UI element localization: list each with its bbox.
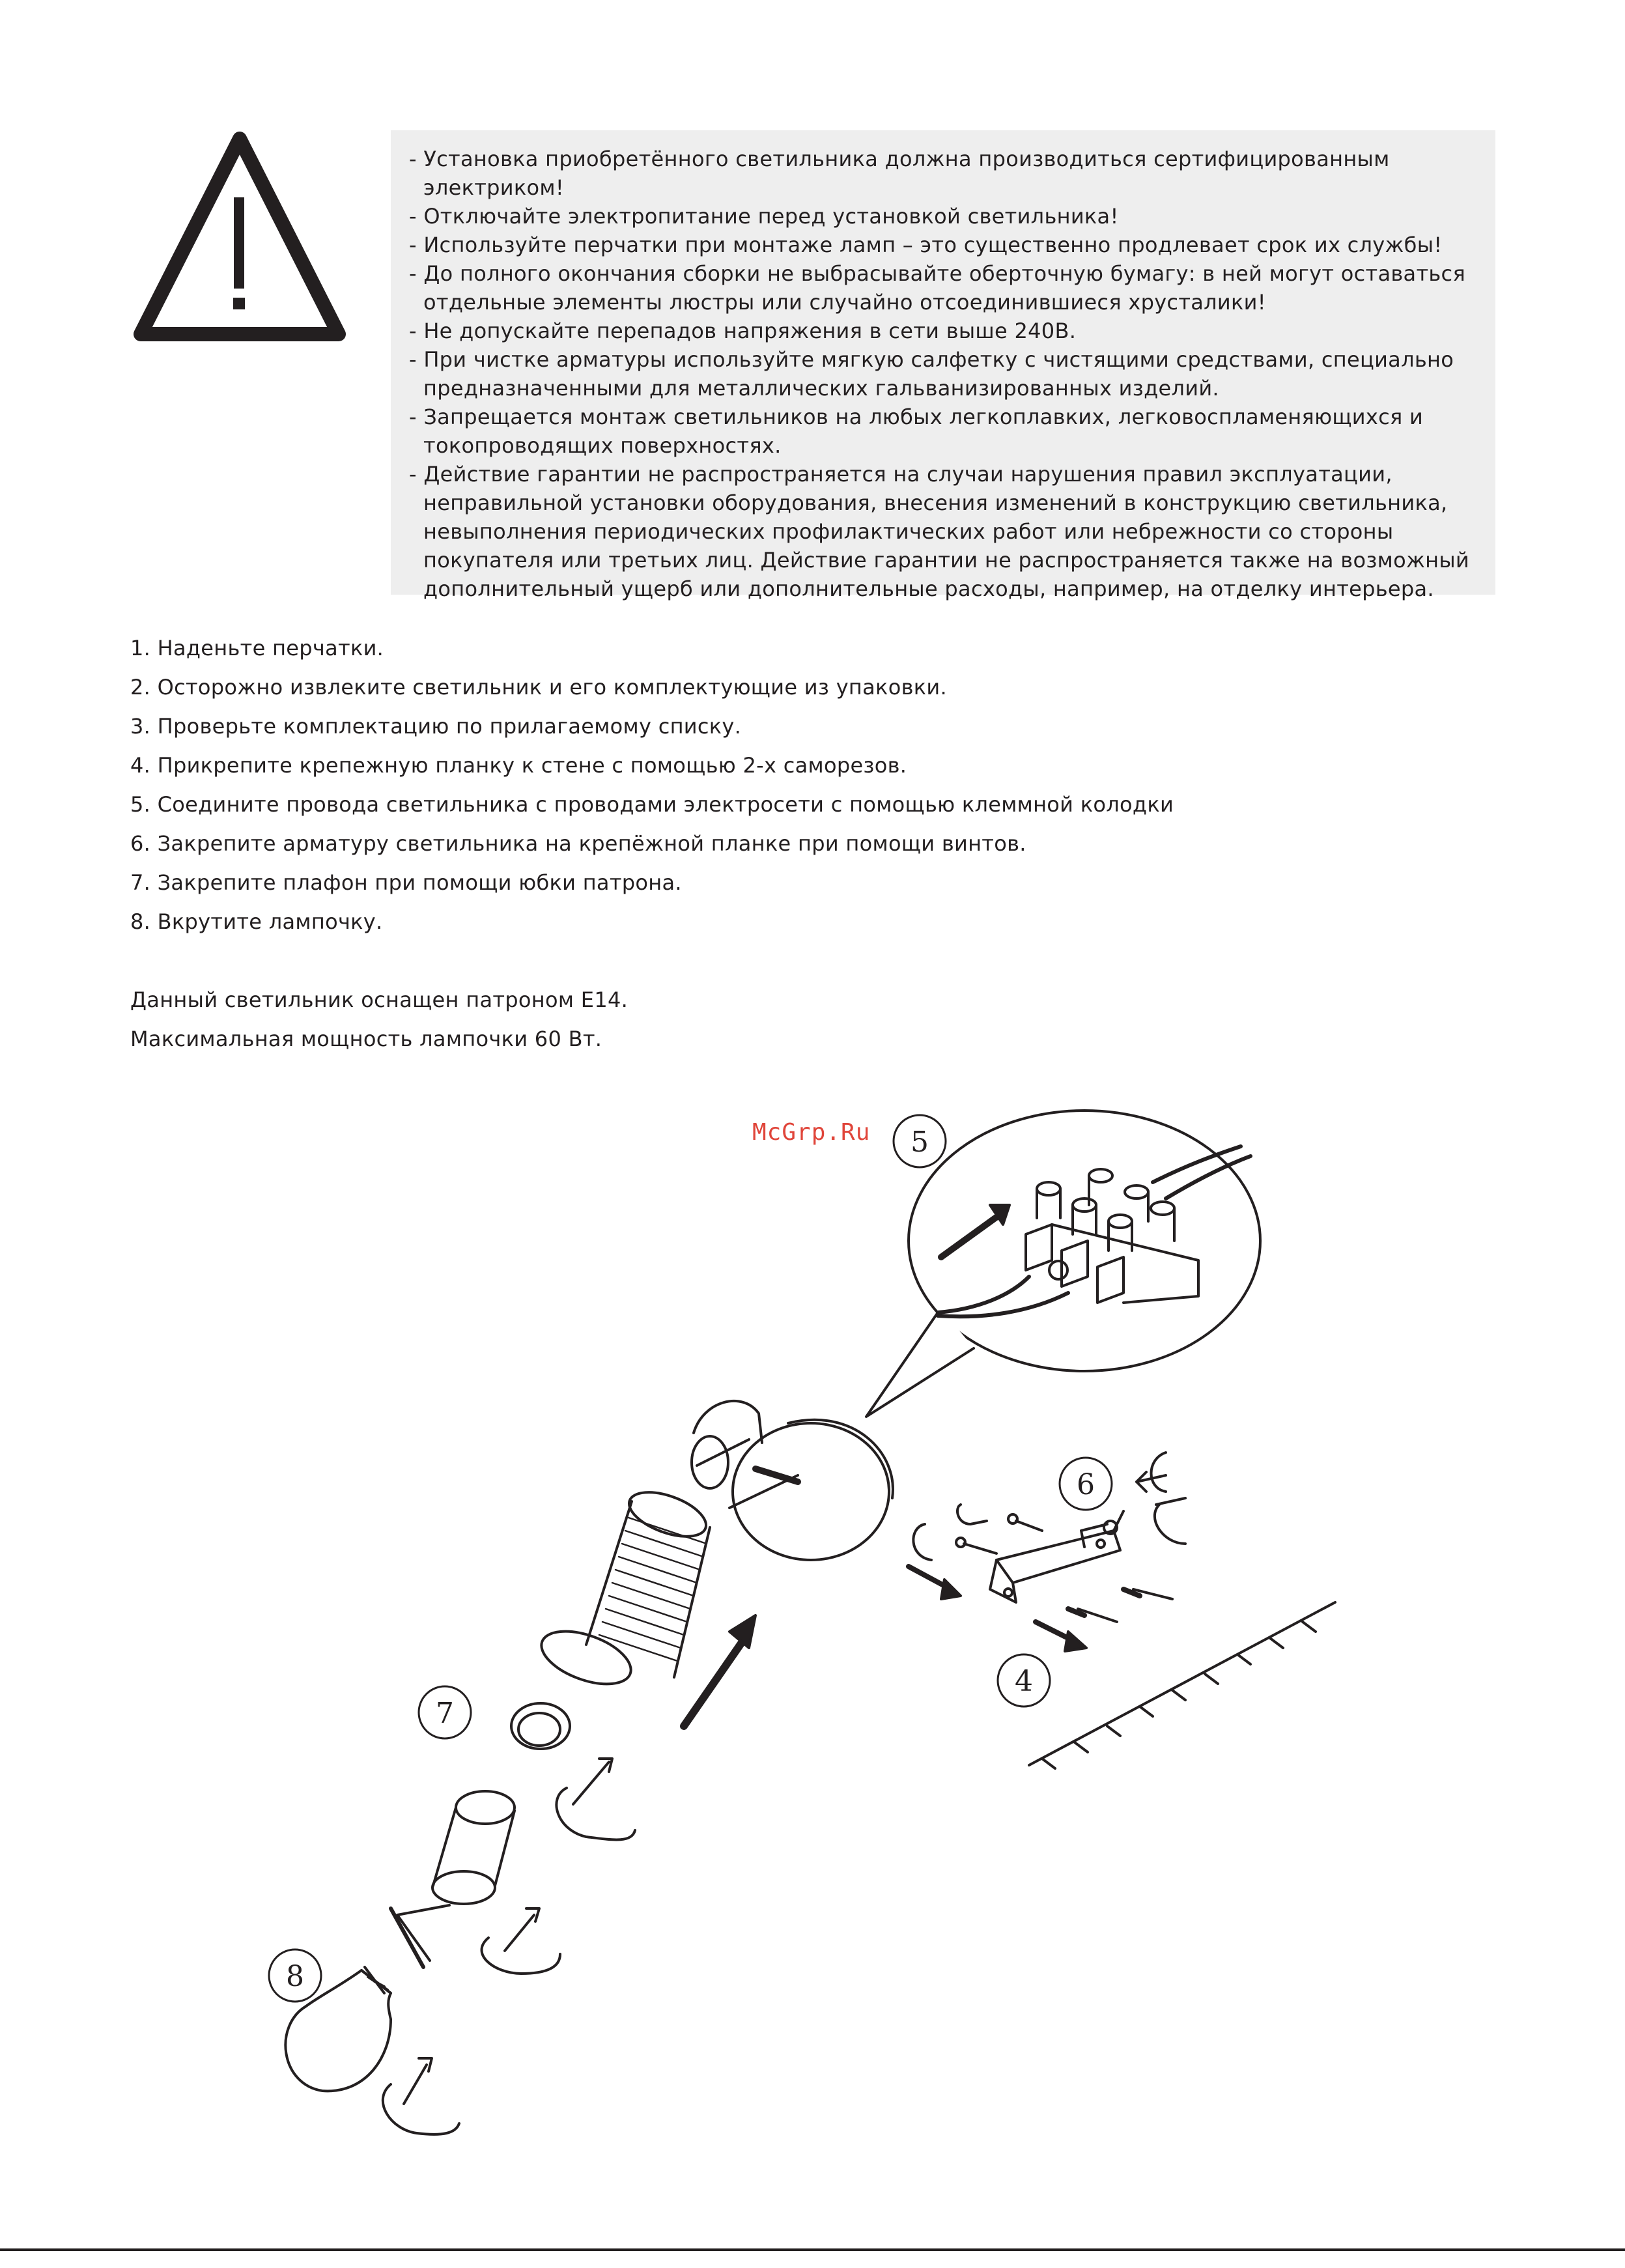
step-item: 6. Закрепите арматуру светильника на крепёжной планке при помощи винтов. [130,831,1026,856]
warning-item: - Не допускайте перепадов напряжения в сети выше 240В. [409,319,1077,343]
warning-item: - Запрещается монтаж светильников на любых легкоплавких, легковоспламеняющихся и токопроводящих поверхностях. [409,404,1424,458]
warning-list [409,145,1477,603]
lamp-socket [391,1791,560,1974]
step-item: 4. Прикрепите крепежную планку к стене с помощью 2-х саморезов. [130,753,907,778]
warning-item: - Используйте перчатки при монтаже ламп – это существенно продлевает срок их службы! [409,233,1443,257]
wall-hatch [1029,1602,1335,1768]
warning-item: - Действие гарантии не распространяется на случаи нарушения правил эксплуатации, неправильной установки оборудования, внесения изменений в конструкцию светильника, невыполнения периодических профилактических работ или небрежности со стороны покупателя или третьих лиц. Действие гарантии не распространяется также на возможный дополнительный ущерб или дополнительные расходы, например, на отделку интерьера. [409,462,1469,601]
warning-item: - Установка приобретённого светильника должна производиться сертифицированным электриком! [409,147,1390,200]
warning-triangle-icon [129,127,350,352]
bottom-rule [0,2248,1625,2251]
assembly-diagram [247,1101,1381,2156]
power-info: Максимальная мощность лампочки 60 Вт. [130,1027,602,1051]
callout-5-label: 5 [911,1126,929,1159]
step-item: 1. Наденьте перчатки. [130,636,384,660]
warning-item: - Отключайте электропитание перед установкой светильника! [409,204,1119,229]
lamp-canopy [692,1401,893,1560]
step-item: 5. Соедините провода светильника с проводами электросети с помощью клеммной колодки [130,792,1174,817]
terminal-block-icon [1026,1169,1198,1303]
step-item: 3. Проверьте комплектацию по прилагаемому списку. [130,714,742,739]
installation-steps [130,629,1368,941]
warning-item: - При чистке арматуры используйте мягкую салфетку с чистящими средствами, специально предназначенными для металлических гальванизированных изделий. [409,347,1454,401]
warning-box [391,130,1495,601]
callout-8-label: 8 [286,1960,304,1993]
lamp-shade-tube [535,1483,723,1694]
callout-7-label: 7 [436,1697,454,1730]
callout-6-label: 6 [1077,1468,1095,1501]
product-info [130,980,1368,1058]
step-item: 7. Закрепите плафон при помощи юбки патрона. [130,870,682,895]
step-item: 8. Вкрутите лампочку. [130,909,383,934]
socket-skirt [511,1703,635,1839]
step-item: 2. Осторожно извлеките светильник и его комплектующие из упаковки. [130,675,947,700]
callout-4-label: 4 [1015,1665,1033,1698]
warning-item: - До полного окончания сборки не выбрасывайте оберточную бумагу: в ней могут оставаться отдельные элементы люстры или случайно отсоединившиеся хрусталики! [409,261,1466,315]
watermark: McGrp.Ru [752,1119,871,1146]
socket-info: Данный светильник оснащен патроном Е14. [130,987,629,1012]
